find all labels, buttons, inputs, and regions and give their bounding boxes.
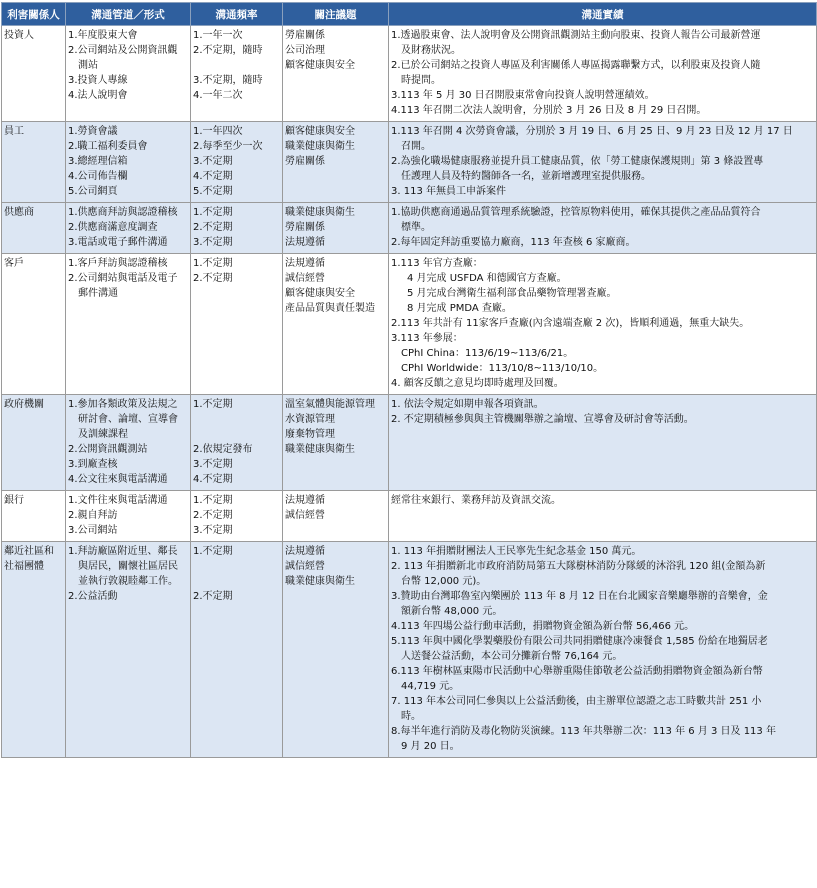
topics-cell: 顧客健康與安全 職業健康與衛生 勞雇關係 xyxy=(283,122,389,203)
row-bank xyxy=(2,491,817,542)
results-cell: 1.113 年召開 4 次勞資會議，分別於 3 月 19 日、6 月 25 日、9 月 23 日及 12 月 17 日 召開。 2.為強化職場健康服務並提升員工健康品質，依「勞工健康保護規則」第 3 條設置專 任護理人員及特約醫師各一名，並新增護理室提供服務。 3. 113 年無員工申訴案件 xyxy=(389,122,817,203)
stakeholder-cell: 供應商 xyxy=(2,203,66,254)
frequency-cell: 1.不定期 2.依規定發布 3.不定期 4.不定期 xyxy=(191,395,283,491)
stakeholder-cell: 客戶 xyxy=(2,254,66,395)
header-frequency: 溝通頻率 xyxy=(191,3,283,26)
row-investor xyxy=(2,26,817,122)
results-cell: 1. 113 年捐贈財團法人王民寧先生紀念基金 150 萬元。 2. 113 年捐贈新北市政府消防局第五大隊樹林消防分隊緩的沐浴乳 120 組(金額為新 台幣 12,000 元)。 3.贊助由台灣耶魯室內樂團於 113 年 8 月 12 日在台北國家音樂廳舉辦的音樂會，金 額新台幣 48,000 元。 4.113 年四場公益行動車活動，捐贈物資金額為新台幣 56,466 元。 5.113 年與中國化學製藥股份有限公司共同捐贈健康冷凍餐食 1,585 份給在地獨居老 人送餐公益活動，本公司分攤新台幣 76,164 元。 6.113 年樹林區東陽市民活動中心舉辦重陽佳節敬老公益活動捐贈物資金額為新台幣 44,719 元。 7. 113 年本公司同仁參與以上公益活動後，由主辦單位認證之志工時數共計 251 小 時。 8.每半年進行消防及毒化物防災演練。113 年共舉辦二次：113 年 6 月 3 日及 113 年 9 月 20 日。 xyxy=(389,542,817,758)
frequency-cell: 1.不定期 2.不定期 3.不定期 xyxy=(191,203,283,254)
header-results: 溝通實績 xyxy=(389,3,817,26)
channels-cell: 1.文件往來與電話溝通 2.親自拜訪 3.公司網站 xyxy=(66,491,191,542)
results-cell: 經常往來銀行、業務拜訪及資訊交流。 xyxy=(389,491,817,542)
stakeholder-cell: 鄰近社區和 社福團體 xyxy=(2,542,66,758)
topics-cell: 法規遵循 誠信經營 xyxy=(283,491,389,542)
channels-cell: 1.拜訪廠區附近里、鄰長 與居民，關懷社區居民 並執行敦親睦鄰工作。 2.公益活動 xyxy=(66,542,191,758)
stakeholder-cell: 銀行 xyxy=(2,491,66,542)
frequency-cell: 1.不定期 2.不定期 xyxy=(191,542,283,758)
stakeholder-cell: 政府機關 xyxy=(2,395,66,491)
topics-cell: 勞雇關係 公司治理 顧客健康與安全 xyxy=(283,26,389,122)
stakeholder-cell: 員工 xyxy=(2,122,66,203)
row-supplier xyxy=(2,203,817,254)
channels-cell: 1.供應商拜訪與認證稽核 2.供應商滿意度調查 3.電話或電子郵件溝通 xyxy=(66,203,191,254)
topics-cell: 法規遵循 誠信經營 職業健康與衛生 xyxy=(283,542,389,758)
topics-cell: 溫室氣體與能源管理 水資源管理 廢棄物管理 職業健康與衛生 xyxy=(283,395,389,491)
frequency-cell: 1.一年四次 2.每季至少一次 3.不定期 4.不定期 5.不定期 xyxy=(191,122,283,203)
header-channels: 溝通管道／形式 xyxy=(66,3,191,26)
results-cell: 1. 依法令規定如期申報各項資訊。 2. 不定期積極參與與主管機關舉辦之論壇、宣導會及研討會等活動。 xyxy=(389,395,817,491)
results-cell: 1.113 年官方查廠： 4 月完成 USFDA 和德國官方查廠。 5 月完成台灣衛生福利部食品藥物管理署查廠。 8 月完成 PMDA 查廠。 2.113 年共計有 11家客戶查廠(內含遠端查廠 2 次)，皆順利通過，無重大缺失。 3.113 年參展： CPhI China：113/6/19~113/6/21。 CPhI Worldwide：113/10/8~113/10/10。 4. 顧客反饋之意見均即時處理及回覆。 xyxy=(389,254,817,395)
header-row xyxy=(2,3,817,26)
channels-cell: 1.參加各類政策及法規之 研討會、論壇、宣導會 及訓練課程 2.公開資訊觀測站 3.到廠查核 4.公文往來與電話溝通 xyxy=(66,395,191,491)
topics-cell: 職業健康與衛生 勞雇關係 法規遵循 xyxy=(283,203,389,254)
stakeholder-cell: 投資人 xyxy=(2,26,66,122)
stakeholder-communication-table xyxy=(1,2,817,758)
frequency-cell: 1.不定期 2.不定期 3.不定期 xyxy=(191,491,283,542)
frequency-cell: 1.不定期 2.不定期 xyxy=(191,254,283,395)
channels-cell: 1.勞資會議 2.職工福利委員會 3.總經理信箱 4.公司佈告欄 5.公司網頁 xyxy=(66,122,191,203)
channels-cell: 1.客戶拜訪與認證稽核 2.公司網站與電話及電子 郵件溝通 xyxy=(66,254,191,395)
row-government xyxy=(2,395,817,491)
channels-cell: 1.年度股東大會 2.公司網站及公開資訊觀 測站 3.投資人專線 4.法人說明會 xyxy=(66,26,191,122)
row-employee xyxy=(2,122,817,203)
header-topics: 關注議題 xyxy=(283,3,389,26)
row-community xyxy=(2,542,817,758)
row-customer xyxy=(2,254,817,395)
results-cell: 1.協助供應商通過品質管理系統驗證，控管原物料使用，確保其提供之產品品質符合 標準。 2.每年固定拜訪重要協力廠商，113 年查核 6 家廠商。 xyxy=(389,203,817,254)
topics-cell: 法規遵循 誠信經營 顧客健康與安全 產品品質與責任製造 xyxy=(283,254,389,395)
header-stakeholder: 利害關係人 xyxy=(2,3,66,26)
results-cell: 1.透過股東會、法人說明會及公開資訊觀測站主動向股東、投資人報告公司最新營運 及財務狀況。 2.已於公司網站之投資人專區及利害關係人專區揭露聯繫方式，以利股東及投資人隨 時提問。 3.113 年 5 月 30 日召開股東常會向投資人說明營運績效。 4.113 年召開二次法人說明會，分別於 3 月 26 日及 8 月 29 日召開。 xyxy=(389,26,817,122)
frequency-cell: 1.一年一次 2.不定期，隨時 3.不定期，隨時 4.一年二次 xyxy=(191,26,283,122)
